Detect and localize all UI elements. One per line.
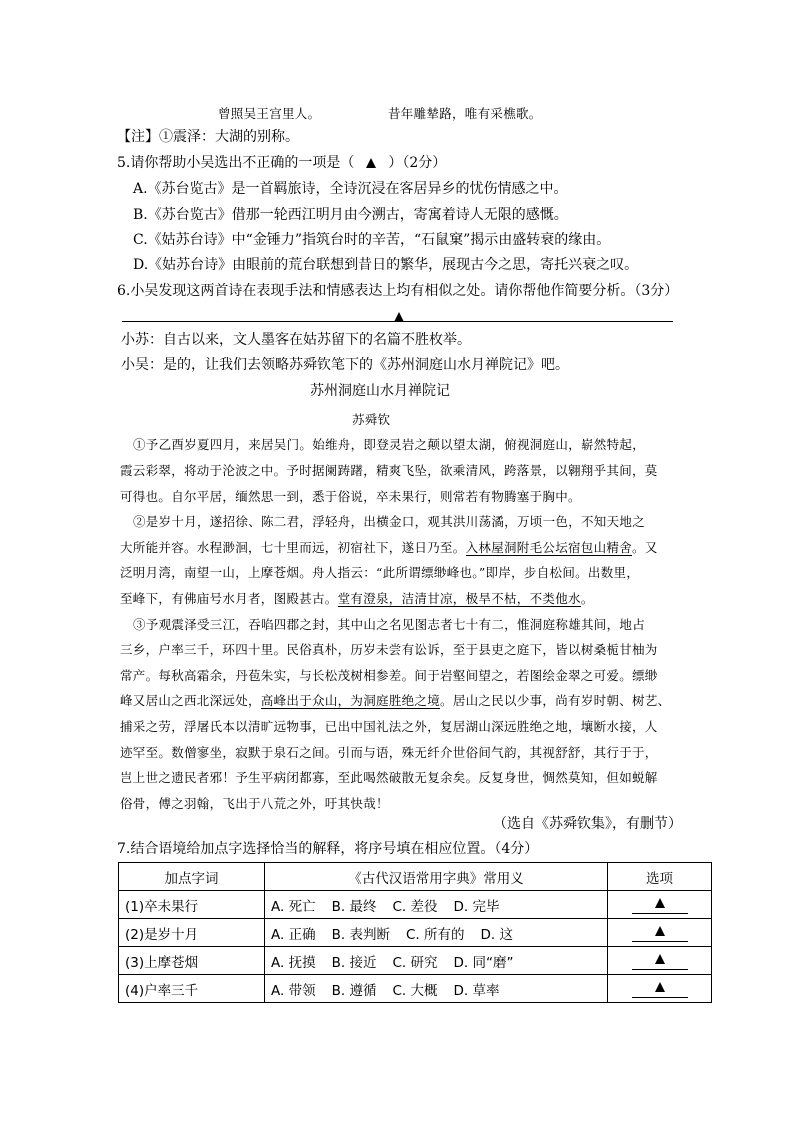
meaning-option: A. 抚摸 [271, 954, 316, 971]
essay-line: 捕采之劳，浮屠氏本以清旷远物事，已出中国礼法之外，复居湖山深远胜绝之地，壤断水接，人 [120, 719, 658, 734]
table-row [119, 947, 712, 975]
col-header-choice: 选项 [608, 863, 712, 891]
q5-option-c: C.《姑苏台诗》中“金锤力”指筑台时的辛苦，“石鼠窠”揭示由盛转衰的缘由。 [133, 232, 611, 248]
essay-line: ②是岁十月，遂招徐、陈二君，浮轻舟，出横金口，观其洪川荡潏，万顷一色，不知天地之 [133, 514, 646, 529]
essay-line: 可得也。自尔平居，缅然思一到，悉于俗说，卒未果行，则常若有物腾塞于胸中。 [120, 489, 581, 504]
essay-line [120, 589, 594, 607]
essay-line [120, 538, 658, 556]
meanings-cell [265, 891, 608, 919]
essay-source: （选自《苏舜钦集》，有删节） [493, 816, 682, 832]
q5-option-b: B.《苏台览古》借那一轮西江明月由今溯古，寄寓着诗人无限的感慨。 [133, 207, 568, 223]
answer-triangle-icon [655, 898, 665, 908]
meaning-option: B. 表判断 [331, 926, 390, 943]
meaning-option: A. 带领 [271, 982, 316, 999]
poem-line-left: 曾照吴王宫里人。 [218, 106, 321, 121]
essay-line: 霞云彩翠，将动于沦波之中。予时据阑踌躇，精爽飞坠，欲乘清风，跨落景，以翱翔乎其间，莫 [120, 463, 658, 478]
answer-blank[interactable] [632, 923, 688, 942]
answer-cell[interactable] [608, 947, 712, 975]
q5-option-d: D.《姑苏台诗》由眼前的荒台联想到昔日的繁华，展现古今之思，寄托兴衰之叹。 [133, 257, 639, 273]
answer-cell[interactable] [608, 975, 712, 1003]
word-cell: (4)户率三千 [119, 975, 265, 1003]
essay-line: 岂上世之遗民者邪！予生平病闭都寡，至此喝然破散无复余矣。反复身世，惆然莫知，但如蜕解 [120, 770, 658, 785]
meaning-option: A. 死亡 [271, 898, 316, 915]
word-cell: (1)卒未果行 [119, 891, 265, 919]
answer-blank[interactable] [632, 951, 688, 970]
meaning-option: C. 研究 [392, 954, 438, 971]
table-row [119, 891, 712, 919]
answer-triangle-icon [655, 926, 665, 936]
essay-text: 。居山之民以少事，尚有岁时朝、树艺、 [440, 693, 671, 708]
answer-line [122, 321, 673, 322]
essay-line: 三乡，户率三千，环四十里。民俗真朴，历岁未尝有讼诉，至于县吏之庭下，皆以树桑栀甘柚为 [120, 642, 658, 657]
answer-cell[interactable] [608, 891, 712, 919]
underlined-sentence: 入林屋洞附毛公坛宿包山精舍 [465, 540, 633, 555]
meaning-option: B. 接近 [331, 954, 377, 971]
answer-triangle-icon [655, 954, 665, 964]
essay-title: 苏州洞庭山水月禅院记 [310, 383, 450, 399]
essay-line [120, 691, 670, 709]
meanings-cell [265, 947, 608, 975]
dialogue-xiaosu: 小苏：自古以来，文人墨客在姑苏留下的名篇不胜枚举。 [121, 332, 471, 348]
meaning-option: C. 所有的 [405, 926, 465, 943]
word-cell: (2)是岁十月 [119, 919, 265, 947]
q5-option-a: A.《苏台览古》是一首羁旅诗，全诗沉浸在客居异乡的忧伤情感之中。 [133, 181, 568, 197]
poem-line-right: 昔年雕辇路，唯有采樵歌。 [388, 106, 542, 121]
col-header-meanings: 《古代汉语常用字典》常用义 [265, 863, 608, 891]
meaning-option: D. 这 [480, 926, 513, 943]
meaning-option: B. 最终 [331, 898, 377, 915]
essay-text: 峰又居山之西北深远处， [120, 693, 261, 708]
essay-line: 泛明月湾，南望一山，上摩苍烟。舟人指云：“此所谓缥缈峰也。”即岸，步自松间。出数里， [120, 565, 640, 580]
q7-stem: 7.结合语境给加点字选择恰当的解释，将序号填在相应位置。（4分） [117, 841, 539, 857]
meaning-option: D. 草率 [453, 982, 500, 999]
meaning-option: C. 差役 [392, 898, 438, 915]
table-row [119, 975, 712, 1003]
meaning-option: D. 同“磨” [453, 954, 514, 971]
table-header-row [119, 863, 712, 891]
essay-line: 俗骨，傅之羽翰，飞出于八荒之外，吁其快哉！ [120, 796, 389, 811]
answer-triangle-icon [655, 982, 665, 992]
answer-cell[interactable] [608, 919, 712, 947]
essay-line: ③予观震泽受三江，吞啗四郡之封，其中山之名见图志者七十有二，惟洞庭称雄其间，地占 [133, 617, 646, 632]
meaning-option: A. 正确 [271, 926, 316, 943]
q5-stem [117, 153, 446, 173]
essay-text: 。又 [632, 540, 658, 555]
underlined-sentence: 高峰出于众山，为洞庭胜绝之境 [260, 693, 441, 708]
essay-text: 。 [580, 591, 594, 606]
q5-stem-end: ）（2分） [388, 155, 447, 171]
meanings-cell [265, 919, 608, 947]
answer-blank[interactable] [632, 895, 688, 914]
meaning-option: B. 遵循 [331, 982, 377, 999]
col-header-word: 加点字词 [119, 863, 265, 891]
answer-blank[interactable] [632, 979, 688, 998]
essay-line: 常产。每秋高霜余，丹苞朱实，与长松茂树相参差。间于岩壑间望之，若图绘金翠之可爱。缥缈 [120, 668, 658, 683]
meaning-option: D. 完毕 [453, 898, 500, 915]
essay-author: 苏舜钦 [352, 412, 391, 427]
essay-text: 大所能并容。水程渺洄，七十里而远，初宿社下，遂日乃至。 [120, 540, 466, 555]
definition-table [118, 862, 712, 1003]
essay-text: 至峰下，有佛庙号水月者，图殿甚古。 [120, 591, 338, 606]
word-cell: (3)上摩苍烟 [119, 947, 265, 975]
meaning-option: C. 大概 [392, 982, 438, 999]
table-row [119, 919, 712, 947]
answer-triangle-icon [394, 306, 404, 325]
essay-line: ①予乙酉岁夏四月，来居吴门。始维舟，即登灵岩之颠以望太湖，俯视洞庭山，崭然特起， [133, 437, 646, 452]
essay-line: 迹罕至。数僧寥坐，寂默于泉石之间。引而与语，殊无纤介世俗间气韵，其视舒舒，其行于于， [120, 745, 658, 760]
note: 【注】①震泽：大湖的别称。 [117, 129, 299, 145]
dialogue-xiaowu: 小吴：是的，让我们去领略苏舜钦笔下的《苏州洞庭山水月禅院记》吧。 [121, 357, 569, 373]
q5-stem-text: 5.请你帮助小吴选出不正确的一项是（ [117, 155, 355, 171]
meanings-cell [265, 975, 608, 1003]
q6-stem: 6.小吴发现这两首诗在表现手法和情感表达上均有相似之处。请你帮他作简要分析。（3分） [117, 283, 679, 299]
answer-triangle-icon [354, 153, 388, 173]
underlined-sentence: 堂有澄泉，洁清甘凉，极旱不枯，不类他水 [337, 591, 581, 606]
